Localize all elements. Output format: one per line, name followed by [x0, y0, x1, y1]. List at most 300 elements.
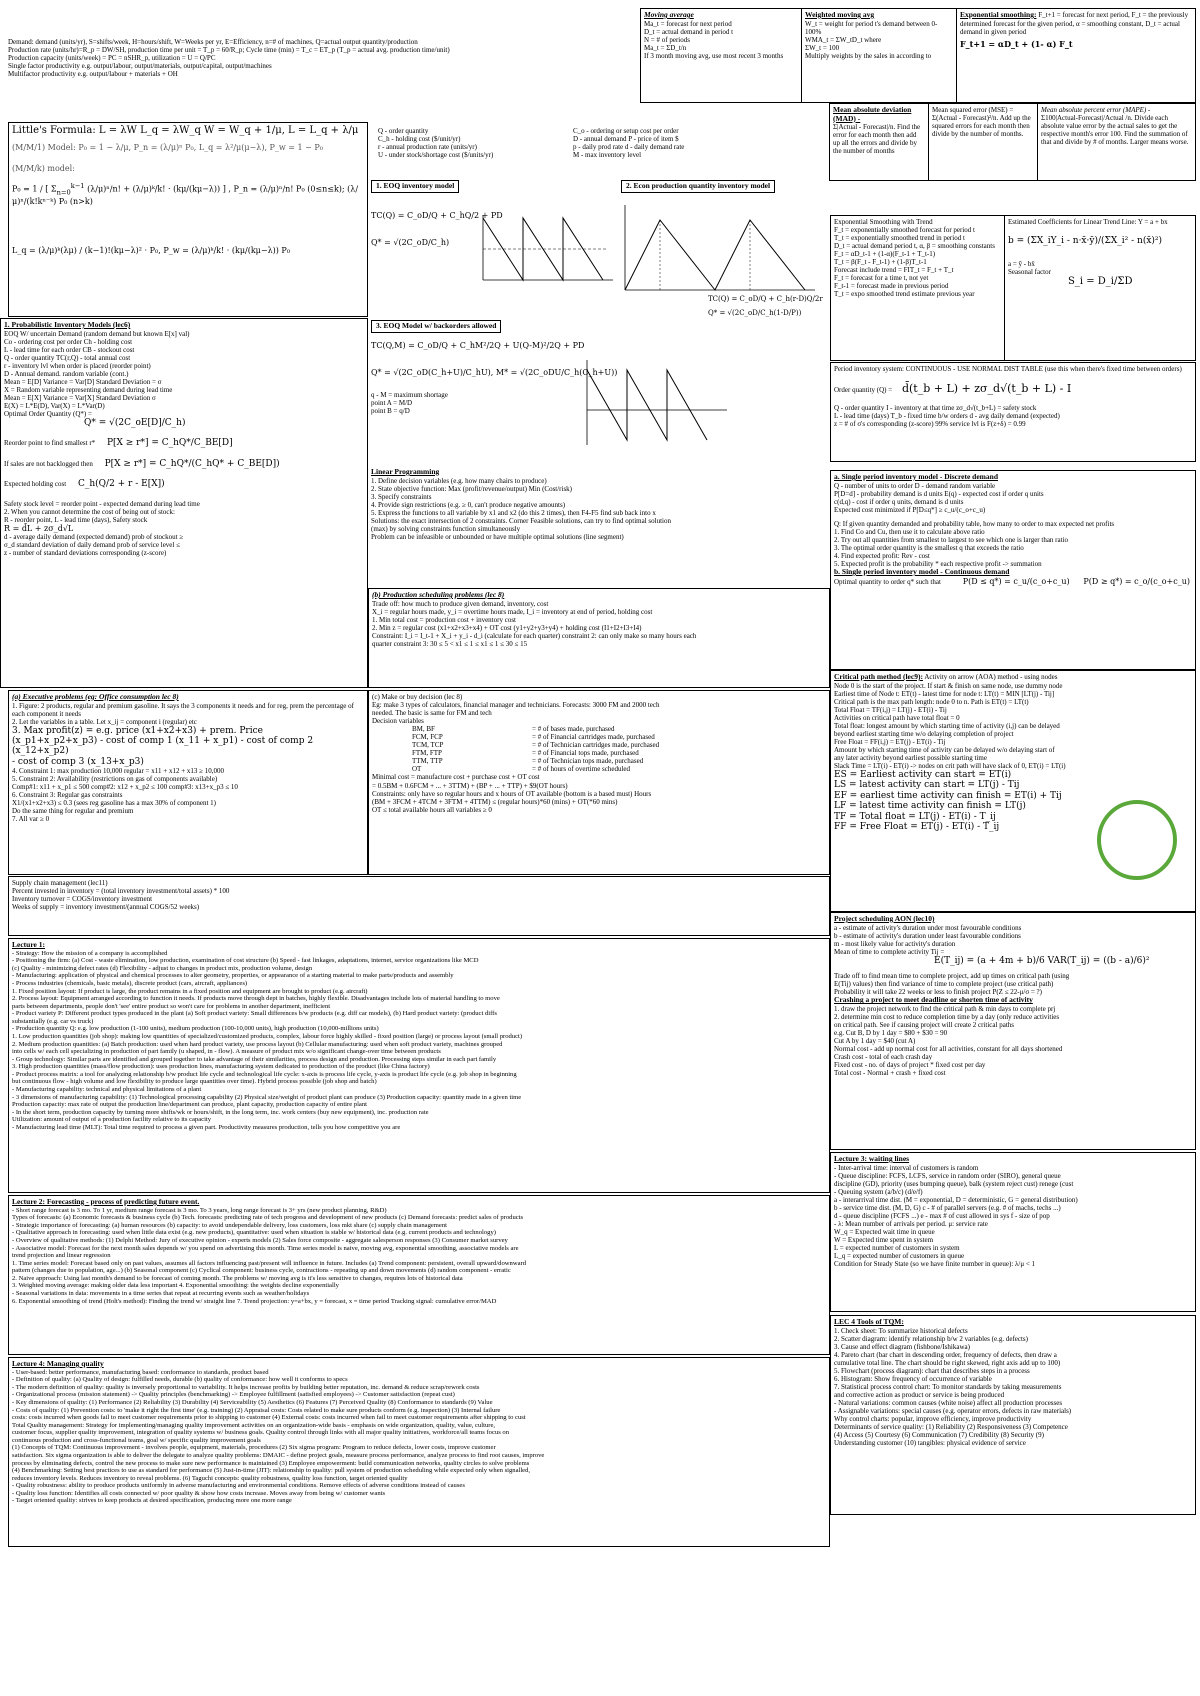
qstar-formula: Q* = √(2C_oE[D]/C_h) [84, 418, 186, 429]
text-line: 1. Fixed position layout: If product is large, the product remains in a fixed position and equipment are brought to product (e.g. aircraft) [12, 987, 368, 995]
description: F_t+1 = forecast for next period, F_t = the previously determined forecast for the given period, α = smoothing constant, D_t = actual demand in given period [960, 11, 1189, 36]
eoq-tc: TC(Q) = C_oD/Q + C_hQ/2 + PD [371, 210, 503, 220]
text-line: 7. All var ≥ 0 [12, 815, 50, 824]
text-line: - User-based: better performance, manufacturing based: conformance to standards, product based [12, 1368, 269, 1376]
text-line: - cost of comp 3 (x_13+x_p3) [12, 756, 144, 767]
text-line: FF = Free Float = ET(j) - ET(i) - T_ij [834, 821, 1000, 832]
text-line: 5. Expected profit is the probability * each respective profit -> summation [834, 560, 1042, 569]
holding-label: Expected holding cost [4, 480, 67, 489]
a-formula: a = ȳ - bx̄ [1008, 260, 1035, 269]
text-line: - Group technology: Similar parts are identified and grouped together to take advantage of their similarities, process design and production. Processing steps similar in each part family [12, 1055, 497, 1063]
text-line: EF = earliest time activity can finish = ET(i) + Tij [834, 790, 1062, 801]
supply-chain-box [8, 876, 830, 936]
text-line: Do the same thing for regular and premium [12, 807, 134, 816]
text-line: Mean = E[D] Variance = Var[D] Standard Deviation = σ [4, 377, 162, 386]
text-line: 2. Naive approach: Using last month's demand to be forecast of coming month. The problems w/ moving avg is it's less sensitive to changes, requires lots of historical data [12, 1274, 463, 1282]
make-or-buy-box [368, 690, 830, 875]
text-line: - Inter-arrival time: interval of customers is random [834, 1163, 979, 1172]
eoq-title: 1. EOQ inventory model [371, 180, 459, 193]
text-line: D - annual demand P - price of item $ [573, 135, 679, 144]
var-desc: = # of bases made, purchased [532, 725, 615, 734]
moving-average-box [640, 8, 802, 103]
text-line: R = d̄L + zσ_d√L [4, 523, 74, 533]
section-title: Weighted moving avg [805, 10, 875, 19]
text-line: c(d,q) - cost if order q units, demand is d units [834, 497, 964, 506]
epq-tc: TC(Q) = C_oD/Q + C_h(r-D)Q/2r [708, 295, 823, 303]
text-line: 6. Exponential smoothing of trend (Holt's method): Finding the trend w/ straight line 7. Trend projection: y=a+bx, y = forecast, x = time period Tracking signal: cumulative error/MAD [12, 1297, 497, 1305]
p2-formula: P[X ≥ r*] = C_hQ*/(C_hQ* + C_BE[D]) [104, 458, 280, 469]
epq-graph [620, 200, 820, 295]
var-name: FTM, FTP [412, 749, 442, 758]
backorder-graph [582, 355, 732, 450]
text-line: 2. Process layout: Equipment arranged according to function it needs. If products move through dept in batches, highly flexible. Disadvantages include lots of material handling to move [12, 995, 500, 1003]
description: Σ100|Actual-Forecast|/Actual /n. Divide each absolute value error by the actual sales to get the respective month's error 100. Find the summation of that and divide by # of months. Larger means worse. [1041, 114, 1189, 147]
section-title: (b) Production scheduling problems (lec 8) [372, 590, 505, 599]
production-scheduling-box [368, 588, 830, 688]
text-line: Amount by which starting time of activity can be delayed w/o delaying start of [834, 746, 1055, 754]
text-line: (4) Benchmarking: Setting best practices to use as standard for performance (5) Just-in-time (JIT): relationship to quality: pull system of production scheduling while expected only when signalled, [12, 1467, 531, 1475]
text-line: - Product process matrix: a tool for analyzing relationship b/w product life cycle and technological life cycle: x-axis is process life cycle, y-axis is product life cycle (e.g. job shop in beginning [12, 1070, 517, 1078]
tqm-tools-box [830, 1315, 1196, 1515]
exponential-smoothing-box [956, 8, 1196, 103]
text-line: LF = latest time activity can finish = LT(j) [834, 801, 1026, 812]
section-title: Exponential Smoothing with Trend [834, 218, 933, 226]
var-desc: = # of Financial cartridges made, purchased [532, 733, 655, 742]
text-line: Expected cost minimized if P[D≤q*] ≥ c_u/(c_o+c_u) [834, 505, 986, 514]
hc-formula: C_h(Q/2 + r - E[X]) [77, 479, 165, 490]
text-line: 3. Specify constraints [371, 492, 432, 501]
text-line: 1. Find Co and Cu, then use it to calculate above ratio [834, 527, 985, 536]
text-line: 1. Figure: 2 products, regular and premium gasoline. It says the 3 components it needs and for reg, prem the percentage of each component it needs [12, 701, 354, 718]
p1-formula: P[X ≥ r*] = C_hQ*/C_BE[D] [106, 438, 233, 449]
text-line: - Assignable variations: special causes (e.g. operator errors, defects in raw materials) [834, 1407, 1072, 1416]
text-line: 2. Let the variables in a table. Let x_ij = component i (regular) etc [12, 717, 197, 726]
text-line: - Associative model: Forecast for the next month sales depends w/ you spend on advertising this month. Time series model is naive, moving avg, exponential smoothing, associative models are [12, 1244, 519, 1252]
text-line: - Natural variations: common causes (white noise) affect all production processes [834, 1399, 1063, 1408]
text-line: Eg: make 3 types of calculators, financial manager and technicians. Forecasts: 3000 FM and 2000 tech [372, 701, 660, 710]
var-desc: = # of Financial tops made, purchased [532, 749, 639, 758]
text-line: T_t = expo smoothed trend estimate previous year [834, 290, 975, 299]
text-line: Total Float = TF(i,j) = LT(j) - ET(i) - Tij [834, 705, 947, 714]
text-line: R - reorder point, L - lead time (days), Safety stock [4, 515, 148, 524]
text-line: Earliest time of Node t: ET(t) - latest time for node t: LT(t) = MIN [LT(j) - Tij] [834, 689, 1055, 698]
text-line: Free Float = FF(i,j) = ET(j) - ET(i) - Tij [834, 737, 946, 746]
text-line: Q - order quantity TC(r,Q) - total annual cost [4, 353, 131, 362]
mape-box [1037, 103, 1196, 181]
pert-formula: E(T_ij) = (a + 4m + b)/6 VAR(T_ij) = ((b - a)/6)² [934, 955, 1150, 966]
text-line: trend projection and linear regression [12, 1252, 111, 1260]
text-line: Decision variables [372, 717, 424, 726]
text-line: 3. The optimal order quantity is the smallest q that exceeds the ratio [834, 543, 1024, 552]
text-line: X = Random variable representing demand during lead time [4, 385, 173, 394]
text-line: (max) by solving constraints function simultaneously [371, 524, 521, 533]
var-desc: = # of Technician cartridges made, purchased [532, 741, 660, 750]
text-line: 4. Provide sign restrictions (e.g. ≥ 0, can't produce negative amounts) [371, 500, 566, 509]
text-line: Ma_t = forecast for next period [644, 19, 732, 28]
text-line: N = # of periods [644, 35, 690, 44]
text-line: - The modern definition of quality: quality is inversely proportional to variability. It helps increase profits by building better reputation, inc. demand & reduce scrap/rework costs [12, 1383, 480, 1391]
text-line: Demand: demand (units/yr), S=shifts/week, H=hours/shift, W=Weeks per yr, E=Efficiency, n=# of machines, Q=actual output quantity/production [8, 38, 418, 46]
text-line: 1. Low production quantities (job shop): making low quantities of specialized/customized products, complex, labour force highly skilled - fixed position (large) or process layout (small product) [12, 1032, 523, 1040]
section-title: Lecture 2: Forecasting - process of predicting future event. [12, 1197, 200, 1206]
text-line: Understanding customer (10) tangibles: physical evidence of service [834, 1439, 1026, 1448]
text-line: D_t = actual demand period t, α, β = smoothing constants [834, 242, 995, 251]
text-line: Q - number of units to order D - demand random variable [834, 481, 996, 490]
text-line: satisfaction. Six sigma organization is able to deliver the delegate to analyze quality problems: DMAIC - define project goals, measure process performance, analyze process to find root causes, improve [12, 1451, 545, 1459]
text-line: point A = M/D [371, 399, 413, 408]
text-line: Why control charts: popular, improve efficiency, improve productivity [834, 1415, 1032, 1424]
project-scheduling-box [830, 912, 1196, 1150]
text-line: b - estimate of activity's duration under least favourable conditions [834, 931, 1021, 940]
text-line: - Strategic importance of forecasting: (a) human resources (b) capacity: to avoid undependable delivery, loss customers, loss mkt share (c) supply chain management [12, 1221, 447, 1229]
var-name: TCM, TCP [412, 741, 444, 750]
text-line: 3. Max profit(z) = e.g. price (x1+x2+x3) + prem. Price [12, 725, 263, 736]
text-line: ΣW_t = 100 [805, 43, 840, 52]
text-line: - Quality robustness: ability to produce products uniformly in adverse manufacturing and environmental conditions. Remove effects of adverse conditions instead of causes [12, 1482, 465, 1490]
text-line: (4) Access (5) Courtesy (6) Communication (7) Credibility (8) Security (9) [834, 1431, 1044, 1440]
text-line: (1) Concepts of TQM: Continuous improvement - involves people, equipment, materials, procedures (2) Six sigma program: Program to reduce defects, lower costs, improve customer [12, 1444, 496, 1452]
subsection-title: b. Single period inventory model - Continuous demand [834, 567, 1010, 577]
text-line: 2. Try out all quantities from smallest to largest to see which one is larger than ratio [834, 535, 1069, 544]
var-name: TTM, TTP [412, 757, 443, 766]
lecture2-box [8, 1195, 830, 1355]
top-left-definitions [5, 36, 645, 116]
text-line: Utilization: amount of output of a production facility relative to its capacity [12, 1116, 212, 1124]
text-line: - Queue discipline: FCFS, LCFS, service in random order (SIRO), general queue [834, 1171, 1061, 1180]
linear-trend-box [1004, 215, 1196, 361]
text-line: Safety stock level = reorder point - expected demand during lead time [4, 499, 200, 508]
text-line: Production capacity: max rate of output the production line/department can produce, plant capacity, production capacity of entire plant [12, 1101, 367, 1109]
text-line: Production capacity (units/week) = PC = nSHR_p, utilization = U = Q/PC [8, 54, 216, 63]
var-name: FCM, FCP [412, 733, 443, 742]
text-line: = 0.5BM + 0.6FCM + ... + 3TTM) + (BP + ... + TTP) + $9(OT hours) [372, 781, 568, 790]
text-line: Multifactor productivity e.g. output/labour + materials + OH [8, 70, 178, 79]
text-line: customer focus, supplier quality improvement, integration of quality systems w/ business goals. Quality control through links with all major quality initiatives, workforce/all teams focus on [12, 1429, 510, 1437]
text-line: - Key dimensions of quality: (1) Performance (2) Reliability (3) Durability (4) Serviceability (5) Aesthetics (6) Features (7) Perceived Quality (8) Conformance to standards (9) Value [12, 1398, 493, 1406]
text-line: z - number of standard deviations corresponding (z-score) [4, 548, 167, 557]
mm1-formula: P₀ = 1 − λ/μ, P_n = (λ/μ)ⁿ P₀, L_q = λ²/μ(μ−λ), P_w = 1 − P₀ [78, 142, 324, 152]
section-title: Exponential smoothing: [960, 10, 1037, 19]
text-line: Total float: longest amount by which starting time of activity (i,j) can be delayed [834, 721, 1060, 730]
epq-title: 2. Econ production quantity inventory model [621, 180, 775, 193]
section-title: Little's Formula: [12, 125, 96, 136]
text-line: 2. determine min cost to reduce completion time by a day (only reduce activities [834, 1012, 1060, 1021]
section-title: Linear Programming [371, 467, 440, 476]
lecture1-box [8, 938, 830, 1193]
exp-smoothing-trend-box [830, 215, 1005, 361]
formula: F_t+1 = αD_t + (1- α) F_t [960, 38, 1073, 49]
seasonal-label: Seasonal factor [1008, 268, 1051, 277]
text-line: Co - ordering cost per order Ch - holding cost [4, 337, 133, 346]
text-line: Optimal Order Quantity (Q*) = [4, 410, 92, 419]
periodic-inventory-box [830, 362, 1196, 462]
text-line: 4. Constraint 1: max production 10,000 regular = x11 + x12 + x13 ≥ 10,000 [12, 767, 224, 776]
text-line: T_t = exponentially smoothed trend in period t [834, 234, 965, 243]
text-line: - Quality loss function: Identifies all costs connected w/ poor quality & show how costs increase. Moves away from being w/ customer wants [12, 1489, 386, 1497]
text-line: reduces inventory levels. Reduces inventory to reveal problems. (6) Taguchi concepts: quality robustness, quality loss function, target oriented quality [12, 1474, 408, 1482]
text-line: Solutions: the exact intersection of 2 constraints. Corner Feasible solutions, can try to find optimal solution [371, 516, 671, 525]
text-line: F_t = exponentially smoothed forecast for period t [834, 226, 975, 235]
text-line: Comp#1: x11 + x_p1 ≤ 500 comp#2: x12 + x_p2 ≤ 100 comp#3: x13+x_p3 ≤ 10 [12, 783, 238, 792]
text-line: Fixed cost - no. of days of project * fixed cost per day [834, 1061, 986, 1070]
text-line: C_o - ordering or setup cost per order [573, 127, 679, 135]
seasonal-formula: S_i = D_i/ΣD [1068, 276, 1133, 288]
text-line: D_t = actual demand in period t [644, 27, 734, 36]
text-line: 2. Medium production quantities: (a) Batch production: used when hard product variety, use process layout (b) Cellular manufacturing: used when soft product variety, machines grouped [12, 1040, 503, 1048]
text-line: C_h - holding cost ($/unit/yr) [378, 135, 461, 144]
text-line: discipline (GD), priority (uses bumping queue), balk (system reject cust) renege (cust [834, 1179, 1074, 1188]
mse-box [928, 103, 1038, 181]
section-title: Mean absolute percent error (MAPE) - [1041, 106, 1151, 114]
text-line: Constraint: I_i = I_t-1 + X_i + y_i - d_i (calculate for each quarter) constraint 2: can only make so many hours each [372, 631, 697, 640]
text-line: - Short range forecast is 3 mo. To 1 yr, medium range forecast is 3 mo. To 3 years, long range forecast is 3+ yrs (new product planning, R&D) [12, 1206, 387, 1214]
section-title: Estimated Coefficients for Linear Trend Line: Y = a + bx [1008, 218, 1168, 226]
eoq-qstar: Q* = √(2C_oD/C_h) [371, 237, 450, 247]
text-line: parts between departments, people don't 'see' entire product so won't care for problems in another department, inefficient [12, 1002, 331, 1010]
text-line: Percent invested in inventory = (total inventory investment/total assets) * 100 [12, 887, 230, 896]
text-line: 2. Min z = regular cost (x1+x2+x3+x4) + OT cost (y1+y2+y3+y4) + holding cost (I1+I2+I3+I4) [372, 623, 642, 632]
section-title: Period inventory system: CONTINUOUS - USE NORMAL DIST TABLE (use this when there's fixed time between orders) [834, 365, 1182, 373]
description: Σ(Actual - Forecast)²/n. Add up the squared errors for each month then divide by the number of months. [932, 114, 1031, 139]
section-title: Critical path method (lec9): [834, 672, 923, 681]
section-title: Mean absolute deviation (MAD) - [833, 105, 912, 123]
text-line: 6. Constraint 3: Regular gas constraints [12, 791, 123, 800]
section-title: Lecture 3: waiting lines [834, 1154, 910, 1163]
text-line: continuous production and cross-functional teams, goal w/ specific quality improvement goals [12, 1436, 261, 1444]
text-line: - Costs of quality: (1) Prevention costs: to 'make it right the first time' (e.g. training) (2) Appraisal costs: Costs related to make sure products conform (e.g. inspection) (3) Internal failure [12, 1406, 501, 1414]
text-line: any later activity beyond earliest possible starting time [834, 754, 987, 763]
text-line: 1. Define decision variables (e.g. how many chairs to produce) [371, 476, 547, 485]
text-line: - Strategy: How the mission of a company is accomplished [12, 949, 168, 957]
text-line: Mean of time to complete activity Tij = [834, 947, 945, 956]
text-line: E(X) = L*E(D), Var(X) = L*Var(D) [4, 402, 105, 411]
probabilistic-models-box [0, 318, 368, 688]
text-line: Types of forecasts: (a) Economic forecasts & business cycle (b) Tech. forecasts: predicting rate of tech progress and development of new products (c) Demand forecasts: predict sales of products [12, 1214, 524, 1222]
text-line: X1/(x1+x2+x3) ≤ 0.3 (sees reg gasoline has a max 30% of component 1) [12, 799, 216, 808]
text-line: Total Quality management: Strategy for implementing/managing quality improvement activities on an organization-wide basis - emphasis on wide organization, quality, value, culture, [12, 1421, 496, 1429]
text-line: Q - order quantity [378, 127, 429, 135]
b-formula: b = (ΣX_iY_i - n·x̄·ȳ)/(ΣX_i² - n(x̄)²) [1008, 236, 1163, 247]
eoq-sawtooth-graph [478, 210, 618, 285]
text-line: - λ: Mean number of arrivals per period. μ: service rate [834, 1219, 988, 1228]
text-line: X_i = regular hours made, y_i = overtime hours made, I_i = inventory at end of period, holding cost [372, 607, 653, 616]
text-line: L - lead time for each order CB - stockout cost [4, 345, 135, 354]
text-line: LS = latest activity can start = LT(j) - Tij [834, 780, 1020, 791]
text-line: W = Expected time spent in system [834, 1236, 934, 1245]
text-line: WMA_t = ΣW_tD_t where [805, 35, 882, 44]
mad-box [829, 103, 929, 181]
text-line: Trade off to find mean time to complete project, add up times on critical path (using [834, 972, 1070, 981]
f1-formula: P(D ≤ q*) = c_u/(c_o+c_u) [962, 576, 1070, 586]
text-line: (x_p1+x_p2+x_p3) - cost of comp 1 (x_11 + x_p1) - cost of comp 2 (x_12+x_p2) [12, 736, 314, 757]
text-line: 1. Min total cost = production cost + inventory cost [372, 615, 516, 624]
text-line: 5. Flowchart (process diagram): chart that describes steps in a process [834, 1366, 1030, 1375]
text-line: and corrective action as product or service is being produced [834, 1391, 1005, 1399]
description: Σ|Actual - Forecast|/n. Find the error for each month then add up all the errors and divide by the number of months [833, 123, 921, 156]
text-line: 1. Time series model: Forecast based only on past values, assumes all factors influencing past/present will influence in future. Includes (a) Trend component: persistent, overall upward/downward [12, 1259, 527, 1267]
epq-qstar: Q* = √(2C_oD/C_h(1-D/P)) [708, 309, 802, 318]
var-desc: = # of Technician tops made, purchased [532, 757, 644, 766]
text-line: Trade off: how much to produce given demand, inventory, cost [372, 599, 549, 608]
text-line: F_t = forecast for a time t, not yet [834, 274, 929, 283]
f2-formula: P(D ≥ q*) = c_o/(c_o+c_u) [1083, 576, 1190, 586]
text-line: Production rate (units/hr)=R_p = DW/SH, production time per unit = T_p = 60/R_p; Cycle time (min) = T_c = ET_p (T_p = actual avg. production time/unit) [8, 46, 450, 55]
text-line: Probability it will take 22 weeks or less to finish project P(Z ≤ 22-μ/σ = ?) [834, 988, 1042, 997]
text-line: - Overview of qualitative methods: (1) Delphi Method: Jury of executive opinion - experts models (2) Sales force composite - aggregate salesperson responses (3) Consumer market survey [12, 1236, 508, 1244]
green-circle-mark [1092, 795, 1182, 885]
text-line: Weeks of supply = inventory investment/(annual COGS/52 weeks) [12, 903, 200, 912]
text-line: 2. Scatter diagram: identify relationship b/w 2 variables (e.g. defects) [834, 1334, 1028, 1343]
mm1-label: (M/M/1) Model: [12, 142, 76, 152]
text-line: - Queuing system (a/b/c) (d/e/f) [834, 1187, 923, 1196]
text-line: - Production quantity Q: e.g. low production (1-100 units), medium production (100-10,000 units), high production (10,000-millions units) [12, 1025, 379, 1033]
text-line: - 3 dimensions of manufacturing capability: (1) Technological processing capability (2) Physical size/weight of product plant can produce (3) Production capacity: quantity made in a given time [12, 1093, 522, 1101]
text-line: a - interarrival time dist. (M = exponential, D = deterministic, G = general distribution) [834, 1195, 1078, 1204]
text-line: - Seasonal variations in data: movements in a time series that repeat at recurring events such as weather/holidays [12, 1289, 310, 1297]
text-line: If 3 month moving avg, use most recent 3 months [644, 51, 784, 60]
text-line: E(Tij) values) then find variance of time to complete project (use critical path) [834, 980, 1054, 989]
section-title: LEC 4 Tools of TQM: [834, 1317, 904, 1326]
text-line: L_q = expected number of customers in queue [834, 1252, 965, 1261]
text-line: Supply chain management (lec11) [12, 879, 108, 887]
text-line: Forecast include trend = FIT_t = F_t + T_t [834, 266, 954, 275]
executive-problems-box [8, 690, 368, 875]
text-line: Single factor productivity e.g. output/labour, output/materials, output/capital, output/machines [8, 62, 272, 71]
text-line: - Qualitative approach in forecasting: used when little data exist (e.g. new products), quantitative: used when situation is stable w/ historical data (e.g. current products and technology) [12, 1229, 496, 1237]
section-title: Mean squared error (MSE) = [932, 106, 1014, 114]
text-line: ES = Earliest activity can start = ET(i) [834, 770, 1012, 781]
backorder-title: 3. EOQ Model w/ backorders allowed [371, 320, 501, 333]
text-line: Ma_t = ΣD_t/n [644, 43, 687, 52]
formula: L = λW L_q = λW_q W = W_q + 1/μ, L = L_q + λ/μ [98, 125, 359, 136]
text-line: Critical path is the max path length: node 0 to n. Path is ET(t) = LT(t) [834, 697, 1029, 706]
text-line: Condition for Steady State (so we have finite number in queue): λ/μ < 1 [834, 1260, 1036, 1269]
text-line: L = expected number of customers in system [834, 1244, 960, 1253]
backorder-tc: TC(Q,M) = C_oD/Q + C_hM²/2Q + U(Q-M)²/2Q + PD [371, 340, 585, 350]
text-line: Inventory turnover = COGS/inventory investment [12, 895, 153, 904]
text-line: Activity on arrow (AOA) method - using nodes [924, 673, 1058, 681]
text-line: Normal cost - add up normal cost for all activities, constant for all days shortened [834, 1045, 1063, 1054]
lq-formula: L_q = (λ/μ)ᵏ(λμ) / (k−1)!(kμ−λ)² · P₀, P_w = (λ/μ)ᵏ/k! · (kμ/(kμ−λ)) P₀ [12, 245, 291, 255]
var-name: OT [412, 765, 422, 774]
text-line: (BM + 3FCM + 4TCM + 3FTM + 4TTM) ≤ (regular hours)*60 (mins) + OT(*60 mins) [372, 797, 618, 806]
text-line: e.g. Cut B, D by 1 day = $80 + $30 = 90 [834, 1029, 948, 1038]
text-line: 1. Check sheet: To summarize historical defects [834, 1326, 968, 1335]
text-line: pattern (changes due to population, age...) (b) Seasonal component (c) Cyclical component: business cycle, contractions - repeating up and down movements (d) random component - erratic [12, 1267, 511, 1275]
section-title: (a) Executive problems (eg: Office consumption lec 8) [12, 692, 179, 701]
text-line: Multiply weights by the sales in according to [805, 51, 932, 60]
text-line: 2. When you cannot determine the cost of being out of stock: [4, 507, 175, 516]
text-line: 5. Express the functions to all variable by x1 and x2 (do this 2 times), then F4-F5 find sub back into x [371, 508, 656, 517]
text-line: beyond earliest starting time w/o delaying completion of project [834, 729, 1014, 738]
text-line: r - inventory lvl when order is placed (reorder point) [4, 361, 151, 370]
text-line: U - under stock/shortage cost ($/units/yr) [378, 151, 494, 160]
text-line: F_t-1 = forecast made in previous period [834, 282, 949, 291]
text-line: costs: costs incurred when goods fail to meet customer requirements prior to shipping to customer (4) External costs: costs incurred when fail to meet customer requirements after shipping to cust [12, 1414, 526, 1422]
section-title: Moving average [644, 10, 694, 19]
text-line: 4. Pareto chart (bar chart in descending order, frequency of defects, then draw a [834, 1350, 1057, 1359]
subsection-title: Crashing a project to meet deadline or shorten time of activity [834, 995, 1033, 1005]
text-line: - Product variety P: Different product types produced in the plant (a) Soft product variety: Small differences b/w products (e.g. diff car models), (b) Hard product variety: (product diffs [12, 1010, 497, 1018]
text-line: quarter constraint 3: 30 ≤ 5 < x1 ≤ 1 ≤ x1 ≤ 1 ≤ 30 ≤ 15 [372, 639, 528, 648]
text-line: T_t = β(F_t - F_t-1) + (1-β)T_t-1 [834, 258, 927, 267]
section-title: 1. Probabilistic Inventory Models (lec6) [4, 320, 131, 329]
text-line: 5. Constraint 2: Availability (restrictions on gas of components available) [12, 775, 218, 784]
littles-formula-box [8, 122, 368, 317]
text-line: - Manufacturing capability: technical and physical limitations of a plant [12, 1086, 202, 1094]
text-line: into cells w/ each cell specializing in production of part family (u shaped, in - flow). A measure of product mix w/o significant change-over time between products [12, 1048, 441, 1056]
text-line: 2. State objective function: Max (profit/revenue/output) Min (Cost/risk) [371, 484, 573, 493]
linear-programming-section [368, 466, 830, 562]
text-line: W_q = Expected wait time in queue [834, 1228, 935, 1236]
text-line: p - daily prod rate d - daily demand rate [573, 143, 685, 152]
var-name: BM, BF [412, 725, 435, 734]
section-title: Lecture 1: [12, 940, 45, 949]
text-line: - Manufacturing: application of physical and chemical processes to alter geometry, properties, or appearance of a starting material to make parts/products and assembly [12, 972, 454, 980]
text-line: P[D=d] - probability demand is d units E(q) - expected cost if order q units [834, 489, 1044, 498]
text-line: point B = q/D [371, 407, 410, 416]
section-title: Project scheduling AON (lec10) [834, 914, 935, 923]
backorder-qstar: Q* = √(2C_oD(C_h+U)/C_hU), M* = √(2C_oDU/C_h(C_h+U)) [371, 367, 618, 377]
inventory-definitions [375, 125, 805, 175]
section-title: Lecture 4: Managing quality [12, 1359, 104, 1368]
text-line: - Process industries (chemicals, basic metals), discrete product (cars, aircraft, appliances) [12, 979, 248, 987]
text-line: b - service time dist. (M, D, G) c - # of parallel servers (e.g. # of machs, techs ...) [834, 1203, 1061, 1212]
text-line: Problem can be infeasible or unbounded or have multiple optimal solutions (line segment) [371, 532, 624, 541]
text-line: z = # of σ's corresponding (z-score) 99% service lvl is F(z+δ) = 0.99 [834, 419, 1026, 428]
text-line: 3. Cause and effect diagram (fishbone/Ishikawa) [834, 1342, 970, 1351]
text-line: Cut A by 1 day = $40 (cut A) [834, 1037, 916, 1046]
text-line: M - max inventory level [573, 151, 642, 160]
text-line: F_t = αD_t-1 + (1-α)(F_t-1 + T_t-1) [834, 250, 936, 259]
mmk-formula: P₀ = 1 / [ $\Sigma_{n=0}^{k-1}$ (λ/μ)ⁿ/n! + (λ/μ)ᵏ/k! · (kμ/(kμ−λ)) ] , P_n = (λ/μ)ⁿ/n! P₀ (0≤n≤k); (λ/μ)ⁿ/(k!kⁿ⁻ᵏ) P₀ (n>k) [12, 181, 359, 206]
text-line: d - queue discipline (FCFS ...) e - max # of cust allowed in sys f - size of pop [834, 1211, 1050, 1220]
text-line: 7. Statistical process control chart: To monitor standards by taking measurements [834, 1382, 1062, 1391]
text-line: TF = Total float = LT(j) - ET(i) - T_ij [834, 811, 996, 822]
text-line: Crash cost - total of each crash day [834, 1053, 933, 1062]
text-line: Node 0 is the start of the project. If start & finish on same node, use dummy node [834, 681, 1063, 690]
text-line: a - estimate of activity's duration under most favourable conditions [834, 923, 1022, 932]
text-line: 1. draw the project network to find the critical path & min days to complete prj [834, 1004, 1056, 1013]
text-line: - Positioning the firm: (a) Cost - waste elimination, low production, examination of cost structure (b) Speed - fast linkages, adaptations, internet, service organizations like MCD [12, 957, 479, 965]
text-line: d - average daily demand (expected demand) prob of stockout ≥ [4, 532, 184, 541]
text-line: cumulative total line. The chart should be right skewed, right axis add up to 100) [834, 1358, 1061, 1367]
text-line: Activities on critical path have total float = 0 [834, 713, 960, 722]
text-line: 3. High production quantities (mass/flow production): uses production lines, manufacturing system dedicated to production of the product (like China factory) [12, 1063, 430, 1071]
text-line: (c) Quality - minimizing defect rates (d) Flexibility - adjust to changes in product mix, production volume, design [12, 964, 313, 972]
text-line: - Definition of quality: (a) Quality of design: fulfilled needs, durable (b) quality of conformance: how well it conforms to specs [12, 1376, 348, 1384]
section-title: (c) Make or buy decision (lec 8) [372, 693, 463, 701]
text-line: EOQ W/ uncertain Demand (random demand but known E[x] val) [4, 329, 190, 338]
section-title: a. Single period inventory model - Discrete demand [834, 472, 999, 481]
text-line: 6. Histogram: Show frequency of occurrence of variable [834, 1374, 992, 1383]
var-desc: = # of hours of overtime scheduled [532, 765, 631, 774]
text-line: W_t = weight for period t's demand between 0-100% [805, 19, 938, 36]
text-line: process by eliminating defects, control the new process to make sure new performance is maintained (3) Employee empowerment: build communication networks, quality circles to solve problems [12, 1459, 530, 1467]
text-line: D - Annual demand. random variable (cont.) [4, 369, 129, 378]
lecture3-box [830, 1152, 1196, 1312]
text-line: r - annual production rate (units/yr) [378, 143, 477, 152]
text-line: - Organizational process (mission statement) -> Quality principles (benchmarking) -> Employee fulfillment (satisfied employees) -> Customer satisfaction (repeat cust) [12, 1391, 455, 1399]
text-line: substantially (e.g. car vs truck) [12, 1017, 94, 1025]
text-line: - In the short term, production capacity by turning more shifts/wk or hours/shift, in the long term, inc. work centers (buy new equipment), inc. production rate [12, 1108, 429, 1116]
text-line: OT ≤ total available hours all variables ≥ 0 [372, 805, 492, 814]
text-line: Mean = E[X] Variance = Var[X] Standard Deviation σ [4, 394, 156, 402]
text-line: Q - order quantity I - inventory at that time zσ_d√(t_b+L) = safety stock [834, 403, 1037, 412]
mmk-label: (M/M/k) model: [12, 163, 75, 173]
text-line: Total cost - Normal + crash + fixed cost [834, 1069, 946, 1078]
text-line: Determinants of service quality: (1) Reliability (2) Responsiveness (3) Competence [834, 1423, 1068, 1432]
